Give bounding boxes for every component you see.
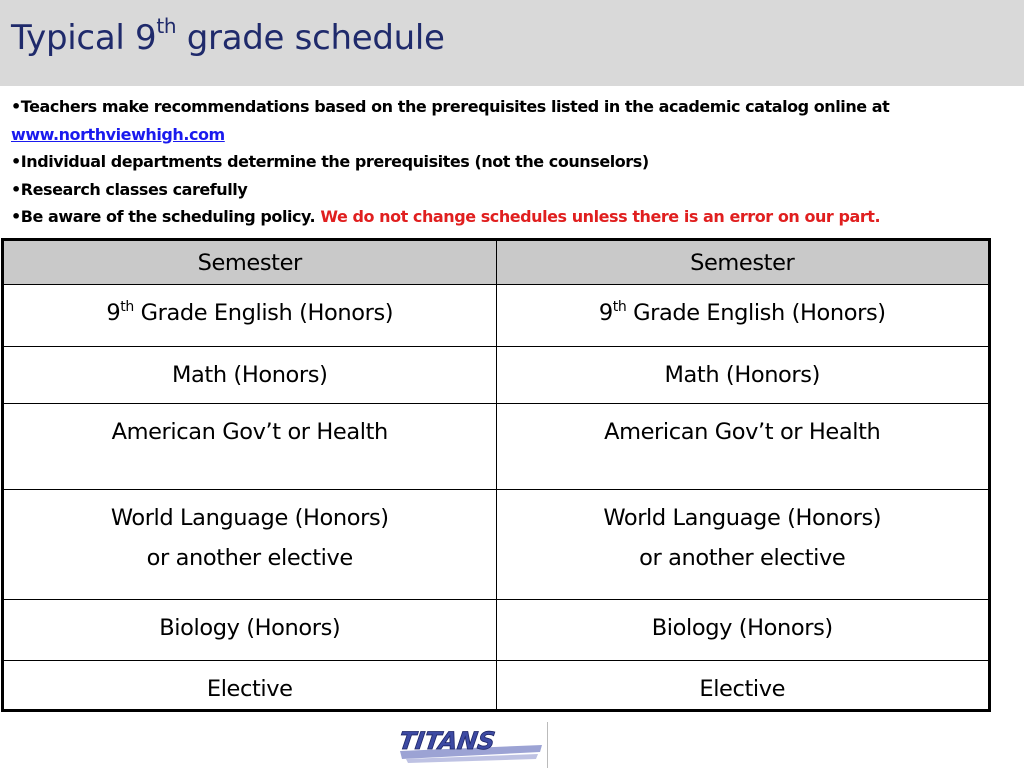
bullet-marker: • xyxy=(11,152,21,171)
column-header-semester-2: Semester xyxy=(496,240,990,285)
schedule-table xyxy=(1,238,991,712)
catalog-link[interactable]: www.northviewhigh.com xyxy=(11,124,225,144)
title-suffix: grade schedule xyxy=(176,18,445,58)
bullet-list xyxy=(11,93,1016,231)
table-row xyxy=(3,404,990,490)
table-cell: 9th Grade English (Honors) xyxy=(3,285,497,347)
table-row xyxy=(3,285,990,347)
table-row xyxy=(3,661,990,711)
table-cell: Elective xyxy=(496,661,990,711)
table-cell: World Language (Honors) or another elective xyxy=(3,490,497,600)
title-bar xyxy=(0,0,1024,86)
bullet-item xyxy=(11,148,1016,176)
table-row xyxy=(3,347,990,404)
title-prefix: Typical 9 xyxy=(11,18,157,58)
table-cell: Biology (Honors) xyxy=(3,600,497,661)
bullet-marker: • xyxy=(11,179,21,199)
bullet-marker: • xyxy=(11,97,21,116)
bullet-marker: • xyxy=(11,207,21,226)
bullet-item xyxy=(11,93,1016,121)
bullet-item xyxy=(11,176,1016,204)
title-superscript: th xyxy=(156,14,177,38)
table-cell: Math (Honors) xyxy=(3,347,497,404)
bullet-text: Be aware of the scheduling policy. xyxy=(20,207,321,226)
table-cell: Math (Honors) xyxy=(496,347,990,404)
bullet-item-link-line xyxy=(11,121,1016,149)
titans-logo-icon xyxy=(392,721,547,768)
bullet-text: Individual departments determine the prerequisites (not the counselors) xyxy=(20,152,649,171)
table-cell: 9th Grade English (Honors) xyxy=(496,285,990,347)
bullet-item xyxy=(11,203,1016,231)
table-cell: American Gov’t or Health xyxy=(3,404,497,490)
table-cell: American Gov’t or Health xyxy=(496,404,990,490)
column-header-semester-1: Semester xyxy=(3,240,497,285)
table-row xyxy=(3,600,990,661)
table-cell: Biology (Honors) xyxy=(496,600,990,661)
page-title xyxy=(11,14,445,58)
bullet-text: Research classes carefully xyxy=(20,179,248,199)
table-header-row xyxy=(3,240,990,285)
svg-text:TITANS: TITANS xyxy=(397,727,497,755)
table-cell: World Language (Honors) or another elective xyxy=(496,490,990,600)
bullet-text: Teachers make recommendations based on the prerequisites listed in the academic catalog online at xyxy=(20,97,890,116)
table-row xyxy=(3,490,990,600)
policy-emphasis: We do not change schedules unless there is an error on our part. xyxy=(320,207,881,226)
table-cell: Elective xyxy=(3,661,497,711)
logo-divider xyxy=(547,722,548,768)
